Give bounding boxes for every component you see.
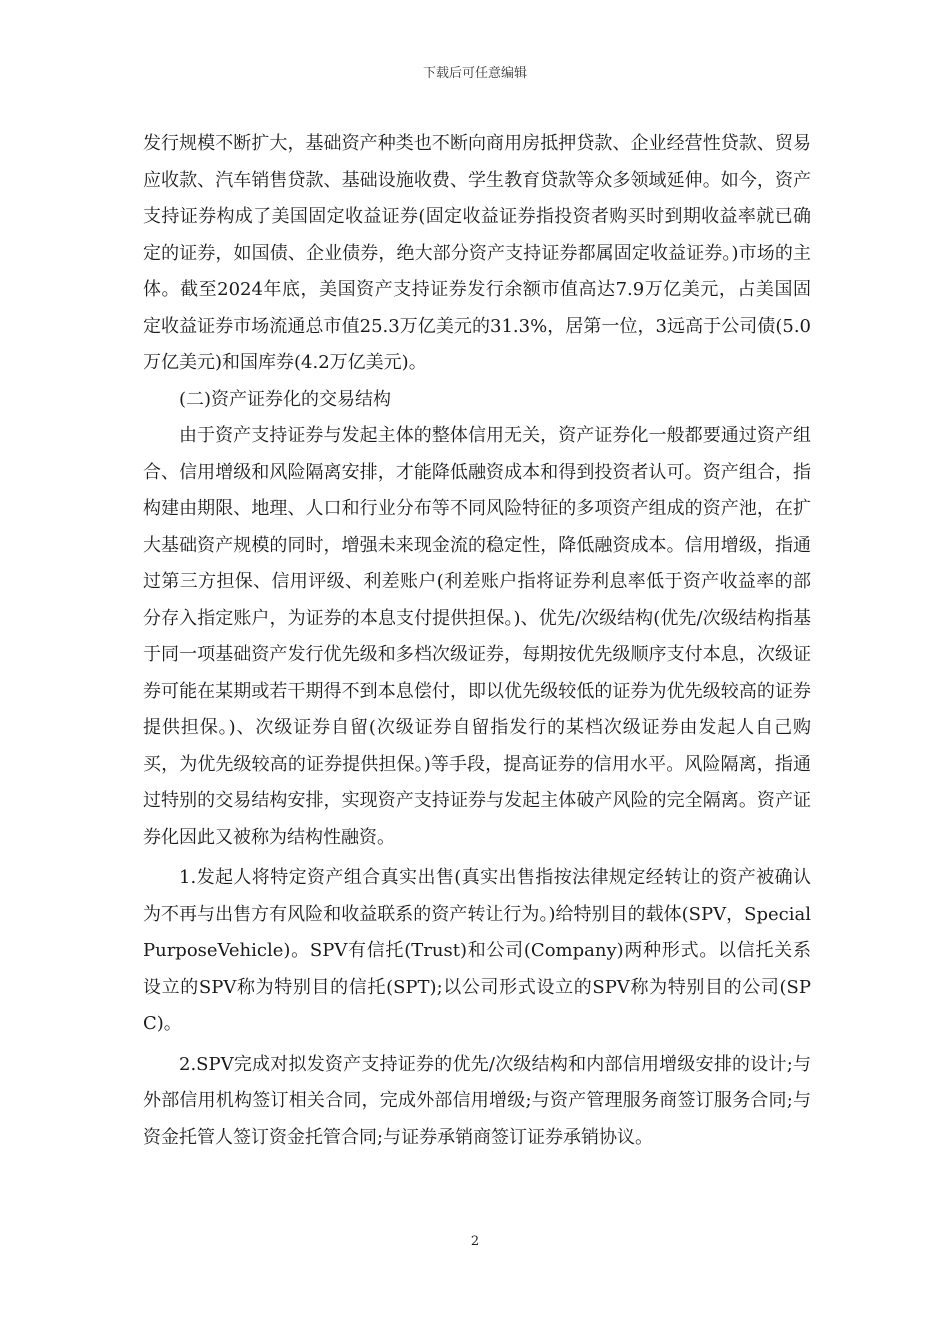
page-header: 下载后可任意编辑 bbox=[422, 66, 527, 81]
document-body bbox=[143, 126, 811, 1156]
page-number: 2 bbox=[470, 1234, 480, 1249]
paragraph-step-1: 1.发起人将特定资产组合真实出售(真实出售指按法律规定经转让的资产被确认为不再与出售方有风险和收益联系的资产转让行为。)给特别目的载体(SPV，SpecialPurposeVehicle)。SPV有信托(Trust)和公司(Company)两种形式。以信托关系设立的SPV称为特别目的信托(SPT);以公司形式设立的SPV称为特别目的公司(SPC)。 bbox=[143, 867, 811, 1034]
section-heading: (二)资产证券化的交易结构 bbox=[179, 388, 392, 410]
paragraph-transaction-structure: 由于资产支持证券与发起主体的整体信用无关，资产证券化一般都要通过资产组合、信用增级和风险隔离安排，才能降低融资成本和得到投资者认可。资产组合，指构建由期限、地理、人口和行业分布等不同风险特征的多项资产组成的资产池，在扩大基础资产规模的同时，增强未来现金流的稳定性，降低融资成本。信用增级，指通过第三方担保、信用评级、利差账户(利差账户指将证券利息率低于资产收益率的部分存入指定账户，为证券的本息支付提供担保。)、优先/次级结构(优先/次级结构指基于同一项基础资产发行优先级和多档次级证券，每期按优先级顺序支付本息，次级证券可能在某期或若干期得不到本息偿付，即以优先级较低的证券为优先级较高的证券提供担保。)、次级证券自留(次级证券自留指发行的某档次级证券由发起人自己购买，为优先级较高的证券提供担保。)等手段，提高证券的信用水平。风险隔离，指通过特别的交易结构安排，实现资产支持证券与发起主体破产风险的完全隔离。资产证券化因此又被称为结构性融资。 bbox=[143, 425, 811, 848]
paragraph-step-2: 2.SPV完成对拟发资产支持证券的优先/次级结构和内部信用增级安排的设计;与外部信用机构签订相关合同，完成外部信用增级;与资产管理服务商签订服务合同;与资金托管人签订资金托管合同;与证券承销商签订证券承销协议。 bbox=[143, 1053, 811, 1148]
paragraph-continuation: 发行规模不断扩大，基础资产种类也不断向商用房抵押贷款、企业经营性贷款、贸易应收款、汽车销售贷款、基础设施收费、学生教育贷款等众多领域延伸。如今，资产支持证券构成了美国固定收益证券(固定收益证券指投资者购买时到期收益率就已确定的证券，如国债、企业债券，绝大部分资产支持证券都属固定收益证券。)市场的主体。截至2024年底，美国资产支持证券发行余额市值高达7.9万亿美元，占美国固定收益证券市场流通总市值25.3万亿美元的31.3%，居第一位，3远高于公司债(5.0万亿美元)和国库券(4.2万亿美元)。 bbox=[143, 133, 811, 373]
